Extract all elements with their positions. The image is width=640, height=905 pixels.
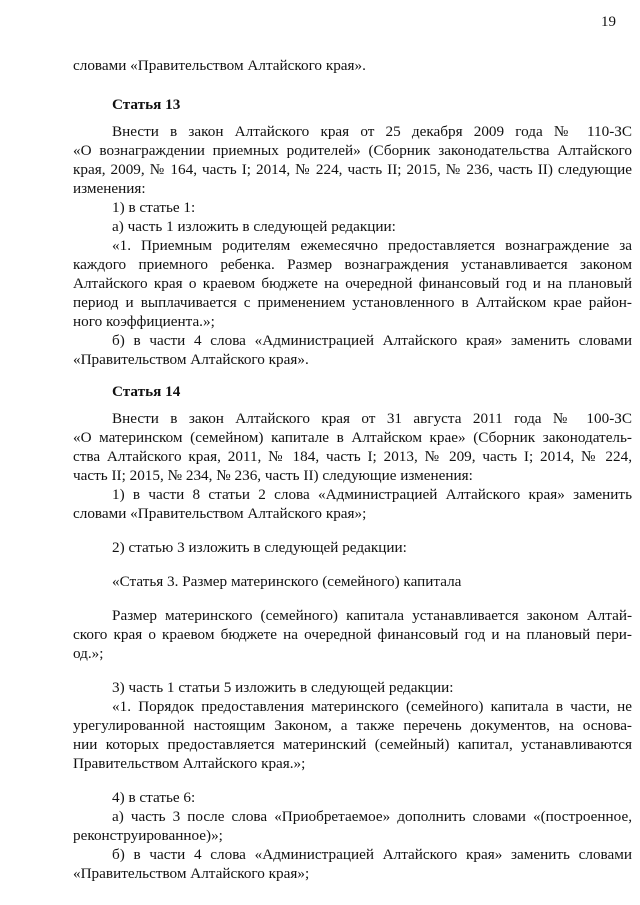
text-line: края, 2009, № 164, часть I; 2014, № 224, часть II; 2015, № 236, часть II) следующие [73, 161, 632, 178]
text-line: б) в части 4 слова «Администрацией Алтайского края» заменить словами [112, 846, 632, 863]
text-line: Правительством Алтайского края.»; [73, 755, 306, 772]
text-line: Внести в закон Алтайского края от 25 декабря 2009 года № 110-ЗС [112, 123, 632, 140]
text-line: Внести в закон Алтайского края от 31 августа 2011 года № 100-ЗС [112, 410, 632, 427]
text-line: б) в части 4 слова «Администрацией Алтайского края» заменить словами [112, 332, 632, 349]
text-line: «О материнском (семейном) капитале в Алтайском крае» (Сборник законодатель- [73, 429, 632, 446]
text-line: 1) в статье 1: [112, 199, 196, 216]
text-line: 3) часть 1 статьи 5 изложить в следующей редакции: [112, 679, 454, 696]
text-line: каждого приемного ребенка. Размер вознаграждения устанавливается законом [73, 256, 632, 273]
text-line: словами «Правительством Алтайского края»; [73, 505, 367, 522]
text-line: «Правительством Алтайского края»; [73, 865, 310, 882]
article-13-heading: Статья 13 [112, 96, 181, 113]
text-line: «1. Порядок предоставления материнского (семейного) капитала в части, не [112, 698, 632, 715]
text-line: изменения: [73, 180, 146, 197]
text-line: ного коэффициента.»; [73, 313, 215, 330]
text-line: «Статья 3. Размер материнского (семейного) капитала [112, 573, 462, 590]
text-line: ства Алтайского края, 2011, № 184, часть I; 2013, № 209, часть I; 2014, № 224, [73, 448, 632, 465]
text-line: а) часть 1 изложить в следующей редакции: [112, 218, 396, 235]
text-line: период и выплачивается с применением установленного в Алтайском крае район- [73, 294, 632, 311]
page-number: 19 [601, 14, 616, 30]
text-line: Размер материнского (семейного) капитала устанавливается законом Алтай- [112, 607, 632, 624]
text-line: словами «Правительством Алтайского края». [73, 57, 366, 74]
text-line: 2) статью 3 изложить в следующей редакции: [112, 539, 407, 556]
text-line: часть II; 2015, № 234, № 236, часть II) следующие изменения: [73, 467, 473, 484]
text-line: 4) в статье 6: [112, 789, 196, 806]
text-line: ского края о краевом бюджете на очередной финансовый год и на плановый пери- [73, 626, 632, 643]
text-line: од.»; [73, 645, 104, 662]
text-line: «Правительством Алтайского края». [73, 351, 309, 368]
text-line: Алтайского края о краевом бюджете на очередной финансовый год и на плановый [73, 275, 632, 292]
text-line: урегулированной настоящим Законом, а также перечень документов, на основа- [73, 717, 632, 734]
text-line: «О вознаграждении приемных родителей» (Сборник законодательства Алтайского [73, 142, 632, 159]
text-line: а) часть 3 после слова «Приобретаемое» дополнить словами «(построенное, [112, 808, 632, 825]
text-line: 1) в части 8 статьи 2 слова «Администрацией Алтайского края» заменить [112, 486, 632, 503]
text-line: реконструированное)»; [73, 827, 223, 844]
text-line: «1. Приемным родителям ежемесячно предоставляется вознаграждение за [112, 237, 632, 254]
text-line: нии которых предоставляется материнский (семейный) капитал, устанавливаются [73, 736, 632, 753]
article-14-heading: Статья 14 [112, 383, 181, 400]
